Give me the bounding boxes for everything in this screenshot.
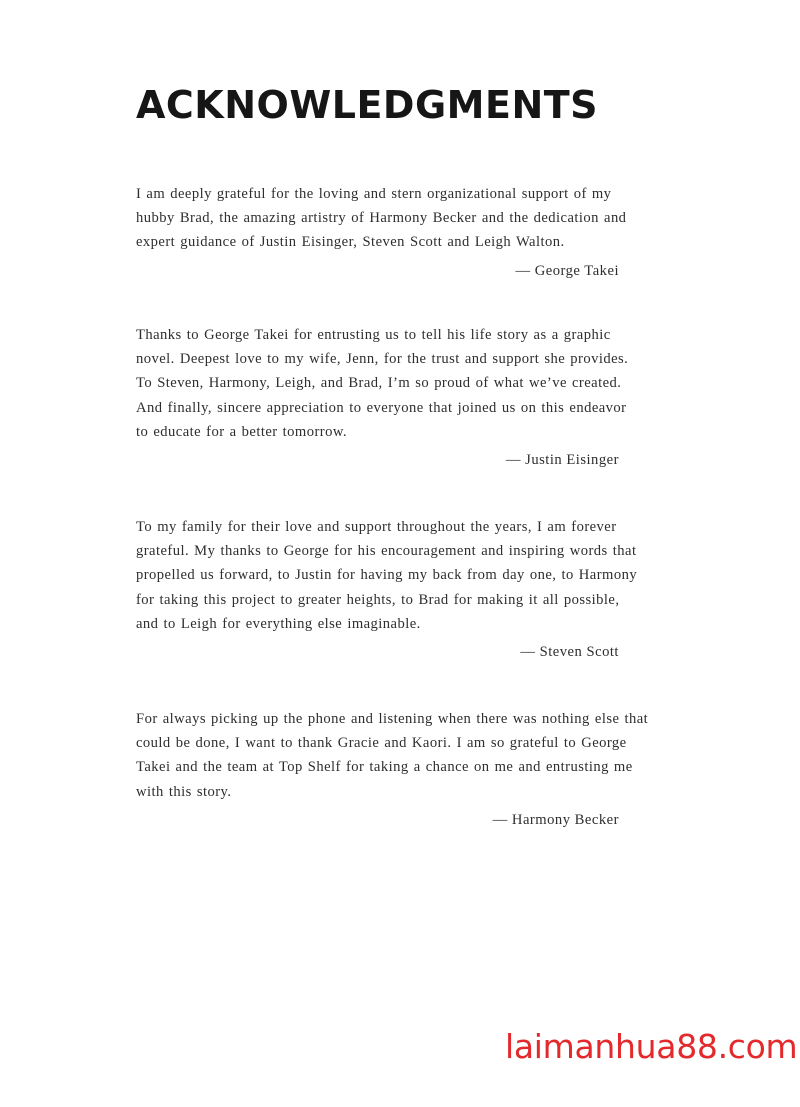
signature: — Steven Scott xyxy=(520,644,619,661)
signature: — Justin Eisinger xyxy=(505,452,619,469)
text-line: propelled us forward, to Justin for having my back from day one, to Harmony xyxy=(136,567,638,584)
text-line: could be done, I want to thank Gracie and Kaori. I am so grateful to George xyxy=(136,735,627,752)
acknowledgment-text xyxy=(136,515,676,636)
text-line: grateful. My thanks to George for his encouragement and inspiring words that xyxy=(136,543,637,560)
text-line: Takei and the team at Top Shelf for taking a chance on me and entrusting me xyxy=(136,759,633,776)
page-title: ACKNOWLEDGMENTS xyxy=(136,83,599,127)
text-line: Thanks to George Takei for entrusting us to tell his life story as a graphic xyxy=(136,327,611,343)
text-line: And finally, sincere appreciation to everyone that joined us on this endeavor xyxy=(136,399,627,416)
text-line: hubby Brad, the amazing artistry of Harmony Becker and the dedication and xyxy=(136,210,627,227)
text-line: To my family for their love and support throughout the years, I am forever xyxy=(136,519,617,535)
text-line: I am deeply grateful for the loving and stern organizational support of my xyxy=(136,186,612,202)
acknowledgment-george-takei xyxy=(136,182,676,280)
text-line: For always picking up the phone and listening when there was nothing else that xyxy=(136,711,649,727)
acknowledgment-text xyxy=(136,182,676,255)
signature: — George Takei xyxy=(515,262,619,279)
watermark: laimanhua88.com xyxy=(505,1027,798,1066)
acknowledgment-justin-eisinger xyxy=(136,323,676,469)
acknowledgment-text xyxy=(136,323,676,444)
text-line: for taking this project to greater heights, to Brad for making it all possible, xyxy=(136,591,620,608)
text-line: To Steven, Harmony, Leigh, and Brad, I’m so proud of what we’ve created. xyxy=(136,375,622,392)
signature: — Harmony Becker xyxy=(492,811,619,828)
text-line: and to Leigh for everything else imaginable. xyxy=(136,615,421,632)
text-line: novel. Deepest love to my wife, Jenn, for the trust and support she provides. xyxy=(136,351,629,368)
acknowledgment-text xyxy=(136,707,676,804)
acknowledgment-harmony-becker xyxy=(136,707,676,829)
text-line: expert guidance of Justin Eisinger, Steven Scott and Leigh Walton. xyxy=(136,234,565,251)
text-line: to educate for a better tomorrow. xyxy=(136,423,347,440)
acknowledgment-steven-scott xyxy=(136,515,676,661)
text-line: with this story. xyxy=(136,783,232,800)
